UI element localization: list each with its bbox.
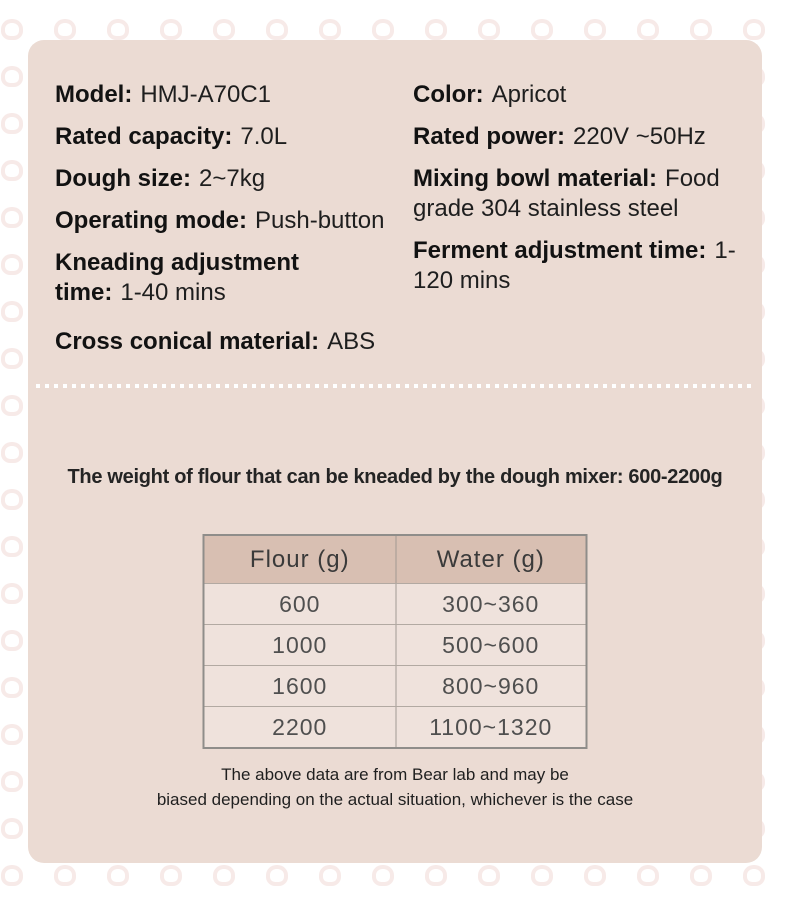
- ring-icon: [213, 19, 235, 40]
- ring-icon: [54, 865, 76, 886]
- disclaimer-text: [28, 762, 762, 812]
- ring-icon: [160, 865, 182, 886]
- ring-icon: [690, 865, 712, 886]
- ring-icon: [372, 865, 394, 886]
- ring-icon: [1, 348, 23, 369]
- ring-icon: [1, 630, 23, 651]
- ring-icon: [1, 818, 23, 839]
- ring-icon: [1, 583, 23, 604]
- table-cell-flour: 1000: [272, 631, 328, 658]
- spec-list: [55, 80, 743, 369]
- spec-value: ABS: [327, 328, 376, 355]
- ring-icon: [266, 19, 288, 40]
- spec-value: 2~7kg: [199, 165, 266, 192]
- spec-item-bowl-material: [413, 164, 743, 224]
- table-row: [205, 706, 586, 747]
- ring-icon: [1, 489, 23, 510]
- ring-icon: [637, 865, 659, 886]
- ring-icon: [1, 865, 23, 886]
- flour-water-table: [203, 534, 588, 749]
- spec-label: Rated capacity:: [55, 123, 233, 150]
- ring-icon: [1, 254, 23, 275]
- ring-icon: [1, 301, 23, 322]
- ring-icon: [1, 677, 23, 698]
- disclaimer-line-1: The above data are from Bear lab and may be: [221, 765, 569, 784]
- ring-icon: [584, 865, 606, 886]
- ring-icon: [1, 395, 23, 416]
- spec-label: Cross conical material:: [55, 328, 320, 355]
- ring-icon: [160, 19, 182, 40]
- table-cell-flour: 600: [279, 590, 321, 617]
- ring-icon: [531, 19, 553, 40]
- ring-icon: [1, 66, 23, 87]
- spec-item-color: [413, 80, 743, 110]
- ring-icon: [743, 19, 765, 40]
- spec-item-dough-size: [55, 164, 405, 194]
- table-cell-water: 800~960: [395, 666, 586, 706]
- table-cell-water: 300~360: [395, 584, 586, 624]
- spec-item-rated-power: [413, 122, 743, 152]
- table-header-row: [205, 536, 586, 583]
- ring-icon: [425, 19, 447, 40]
- disclaimer-line-2: biased depending on the actual situation, whichever is the case: [156, 790, 634, 809]
- ring-icon: [266, 865, 288, 886]
- spec-item-cross-material: [55, 327, 405, 357]
- table-header-water: Water (g): [395, 536, 586, 583]
- spec-value: Food grade 304 stainless steel: [413, 165, 720, 222]
- ring-icon: [1, 771, 23, 792]
- ring-icon: [213, 865, 235, 886]
- ring-icon: [1, 207, 23, 228]
- ring-icon: [54, 19, 76, 40]
- ring-icon: [425, 865, 447, 886]
- spec-column-left: [55, 80, 405, 369]
- table-cell-flour: 2200: [272, 713, 328, 740]
- ring-icon: [1, 160, 23, 181]
- table-header-flour: Flour (g): [249, 545, 350, 573]
- ring-icon: [478, 19, 500, 40]
- dotted-divider: [36, 384, 754, 388]
- ring-icon: [584, 19, 606, 40]
- spec-item-operating-mode: [55, 206, 405, 236]
- spec-label: Ferment adjustment time:: [413, 237, 707, 264]
- spec-label: Kneading adjustment time:: [55, 249, 300, 306]
- spec-label: Model:: [55, 81, 133, 108]
- table-cell-water: 500~600: [395, 625, 586, 665]
- spec-label: Color:: [413, 81, 484, 108]
- ring-icon: [1, 442, 23, 463]
- spec-value: 7.0L: [240, 123, 288, 150]
- ring-icon: [690, 19, 712, 40]
- spec-value: Apricot: [491, 81, 567, 108]
- spec-value: 1-40 mins: [120, 279, 226, 306]
- ring-icon: [531, 865, 553, 886]
- spec-label: Rated power:: [413, 123, 566, 150]
- table-row: [205, 624, 586, 665]
- ring-icon: [743, 865, 765, 886]
- ring-icon: [107, 865, 129, 886]
- ring-icon: [1, 724, 23, 745]
- spec-value: Push-button: [255, 207, 385, 234]
- flour-weight-note: The weight of flour that can be kneaded by the dough mixer: 600-2200g: [67, 466, 723, 488]
- spec-item-rated-capacity: [55, 122, 405, 152]
- spec-card: [28, 40, 762, 863]
- spec-value: HMJ-A70C1: [140, 81, 272, 108]
- spec-item-kneading-time: [55, 248, 347, 308]
- ring-icon: [1, 536, 23, 557]
- ring-icon: [319, 865, 341, 886]
- table-row: [205, 665, 586, 706]
- ring-icon: [1, 19, 23, 40]
- ring-icon: [637, 19, 659, 40]
- spec-item-model: [55, 80, 405, 110]
- ring-icon: [1, 113, 23, 134]
- spec-value: 220V ~50Hz: [573, 123, 706, 150]
- table-cell-flour: 1600: [272, 672, 328, 699]
- table-cell-water: 1100~1320: [395, 707, 586, 747]
- ring-icon: [478, 865, 500, 886]
- spec-label: Operating mode:: [55, 207, 248, 234]
- spec-value: 1-120 mins: [413, 237, 736, 294]
- spec-item-ferment-time: [413, 236, 743, 296]
- ring-icon: [372, 19, 394, 40]
- spec-label: Mixing bowl material:: [413, 165, 658, 192]
- ring-icon: [107, 19, 129, 40]
- spec-column-right: [413, 80, 743, 369]
- table-row: [205, 583, 586, 624]
- spec-label: Dough size:: [55, 165, 191, 192]
- ring-icon: [319, 19, 341, 40]
